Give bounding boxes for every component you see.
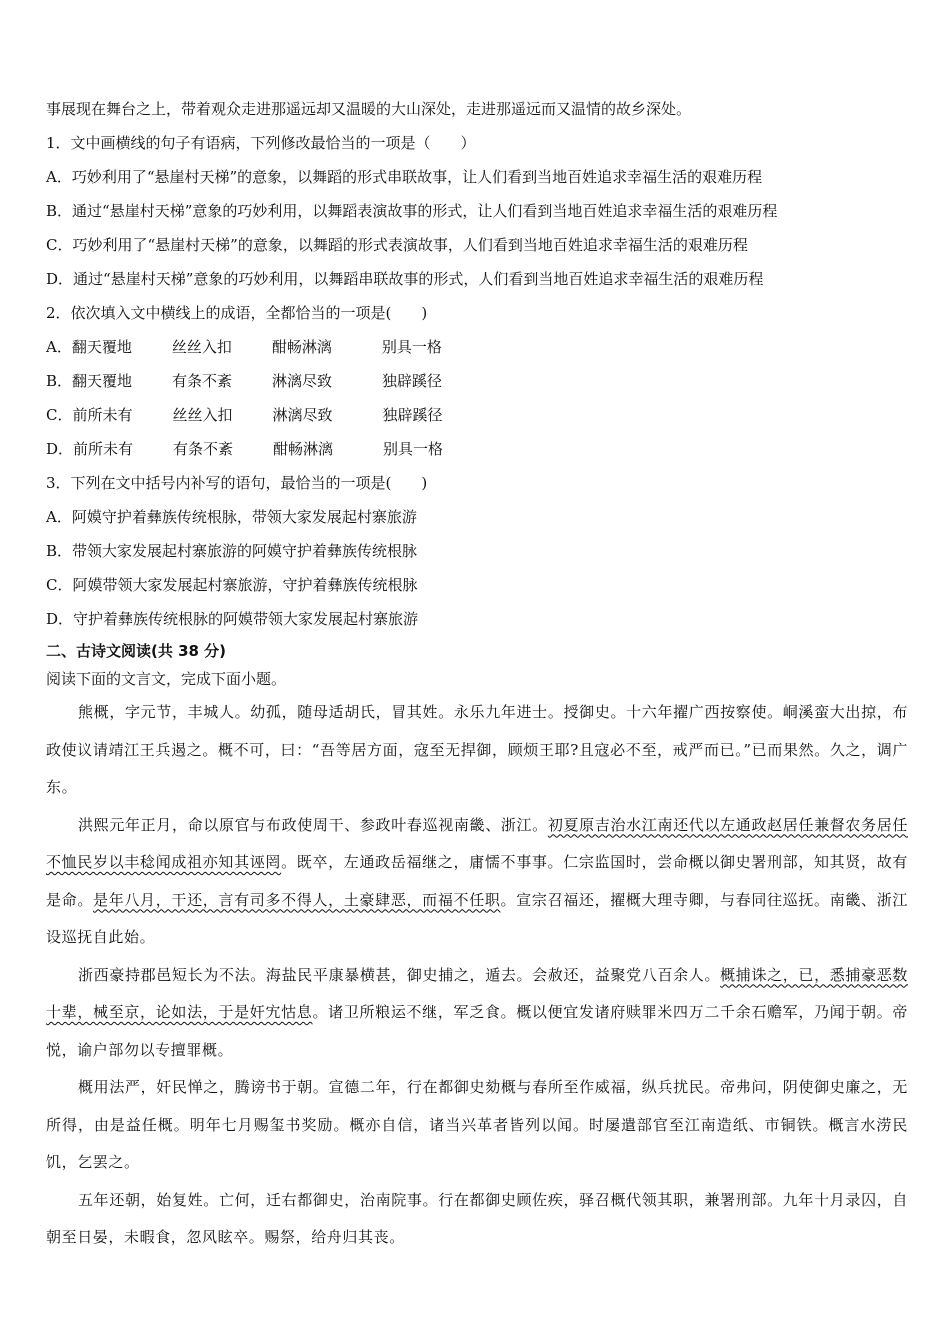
q1-option-b: B．通过“悬崖村天梯”意象的巧妙利用，以舞蹈表演故事的形式，让人们看到当地百姓追求幸福生活的艰难历程 <box>46 202 778 220</box>
option-word: 翻天覆地 <box>72 372 133 390</box>
underlined-sentence-3: 概捕诛之，已，悉捕豪恶数十辈，械至京，论如法，于是奸宄怙息 <box>46 965 909 1021</box>
passage-paragraph-5: 五年还朝，始复姓。亡何，迁右都御史，治南院事。行在都御史顾佐疾，驿召概代领其职，兼署刑部。九年十月录囚，自朝至日晏，未暇食，忽风眩卒。赐祭，给舟归其丧。 <box>46 1190 908 1246</box>
q1-option-c: C．巧妙利用了“悬崖村天梯”的意象，以舞蹈的形式表演故事，人们看到当地百姓追求幸福生活的艰难历程 <box>46 236 748 254</box>
option-word: 翻天覆地 <box>71 338 132 356</box>
passage-paragraph-4: 概用法严，奸民惮之，腾谤书于朝。宣德二年，行在都御史劾概与春所至作威福，纵兵扰民。帝弗问，阴使御史廉之，无所得，由是益任概。明年七月赐玺书奖励。概亦自信，诸当兴革者皆列以闻。时屡遣部官至江南造纸、市铜铁。概言水涝民饥，乞罢之。 <box>46 1078 908 1171</box>
option-word: 别具一格 <box>381 338 442 356</box>
option-word: 丝丝入扣 <box>172 406 233 424</box>
q1-option-d: D．通过“悬崖村天梯”意象的巧妙利用，以舞蹈串联故事的形式，人们看到当地百姓追求幸福生活的艰难历程 <box>46 270 764 288</box>
option-word: 酣畅淋漓 <box>273 440 334 458</box>
option-word: 前所未有 <box>72 406 133 424</box>
text-run: 。诸卫所粮运不继，军乏食。概以便宜发诸府赎罪米四万二千余石赡军，乃闻于朝。帝悦，谕户部勿以专擅罪概。 <box>46 1003 909 1059</box>
intro-tail-line: 事展现在舞台之上，带着观众走进那遥远却又温暖的大山深处，走进那遥远而又温情的故乡深处。 <box>46 100 692 118</box>
q1-stem: 1．文中画横线的句子有语病，下列修改最恰当的一项是（ ） <box>46 134 476 152</box>
option-label: D． <box>46 440 74 458</box>
passage-paragraph-1: 熊概，字元节，丰城人。幼孤，随母适胡氏，冒其姓。永乐九年进士。授御史。十六年擢广西按察使。峒溪蛮大出掠，布政使议请靖江王兵遏之。概不可，曰：“吾等居方面，寇至无捍御，顾烦王耶?且寇必不至，戒严而已。”已而果然。久之，调广东。 <box>46 703 908 796</box>
option-word: 淋漓尽致 <box>272 372 333 390</box>
passage-paragraph-2 <box>46 807 908 957</box>
q2-option-b <box>46 364 908 398</box>
text-run: 。既卒，左通政岳福继之，庸懦不事事。仁宗监国时，尝命概以御史署刑部，知其贤，故有是命。 <box>46 853 908 909</box>
option-word: 独辟蹊径 <box>382 372 443 390</box>
q2-option-d <box>46 432 908 466</box>
q3-option-d: D．守护着彝族传统根脉的阿嫫带领大家发展起村寨旅游 <box>46 610 419 628</box>
q3-option-c: C．阿嫫带领大家发展起村寨旅游，守护着彝族传统根脉 <box>46 576 418 594</box>
option-word: 有条不紊 <box>173 440 234 458</box>
q3-option-a: A．阿嫫守护着彝族传统根脉，带领大家发展起村寨旅游 <box>46 508 417 526</box>
text-run: 洪熙元年正月，命以原官与布政使周干、参政叶春巡视南畿、浙江。 <box>78 815 548 834</box>
q2-option-a <box>46 330 908 364</box>
text-run: 浙西豪持郡邑短长为不法。海盐民平康暴横甚，御史捕之，遁去。会赦还，益聚党八百余人。 <box>78 965 721 984</box>
q3-stem: 3．下列在文中括号内补写的语句，最恰当的一项是( ) <box>46 474 428 492</box>
section-title: 二、古诗文阅读(共 38 分) <box>46 642 227 660</box>
q1-option-a: A．巧妙利用了“悬崖村天梯”的意象，以舞蹈的形式串联故事，让人们看到当地百姓追求幸福生活的艰难历程 <box>46 168 763 186</box>
option-label: A． <box>46 338 72 356</box>
option-word: 丝丝入扣 <box>171 338 232 356</box>
option-word: 淋漓尽致 <box>272 406 333 424</box>
q3-option-b: B．带领大家发展起村寨旅游的阿嫫守护着彝族传统根脉 <box>46 542 418 560</box>
option-word: 酣畅淋漓 <box>271 338 332 356</box>
section-instruction: 阅读下面的文言文，完成下面小题。 <box>46 670 287 688</box>
option-label: C． <box>46 406 73 424</box>
option-word: 前所未有 <box>73 440 134 458</box>
underlined-sentence-1: 初夏原吉治水江南还代以左通政赵居任兼督农务居任不恤民岁以丰稔闻成祖亦知其诬罔 <box>46 815 908 871</box>
passage-paragraph-3 <box>46 957 908 1070</box>
q2-stem: 2．依次填入文中横线上的成语，全都恰当的一项是( ) <box>46 304 428 322</box>
option-word: 有条不紊 <box>172 372 233 390</box>
option-word: 别具一格 <box>383 440 444 458</box>
text-run: 。宣宗召福还，擢概大理寺卿，与春同往巡抚。南畿、浙江设巡抚自此始。 <box>46 890 908 946</box>
q2-option-c <box>46 398 908 432</box>
option-label: B． <box>46 372 73 390</box>
document-page <box>46 92 908 1257</box>
option-word: 独辟蹊径 <box>382 406 443 424</box>
underlined-sentence-2: 是年八月，干还，言有司多不得人，土豪肆恶，而福不任职 <box>93 890 501 909</box>
